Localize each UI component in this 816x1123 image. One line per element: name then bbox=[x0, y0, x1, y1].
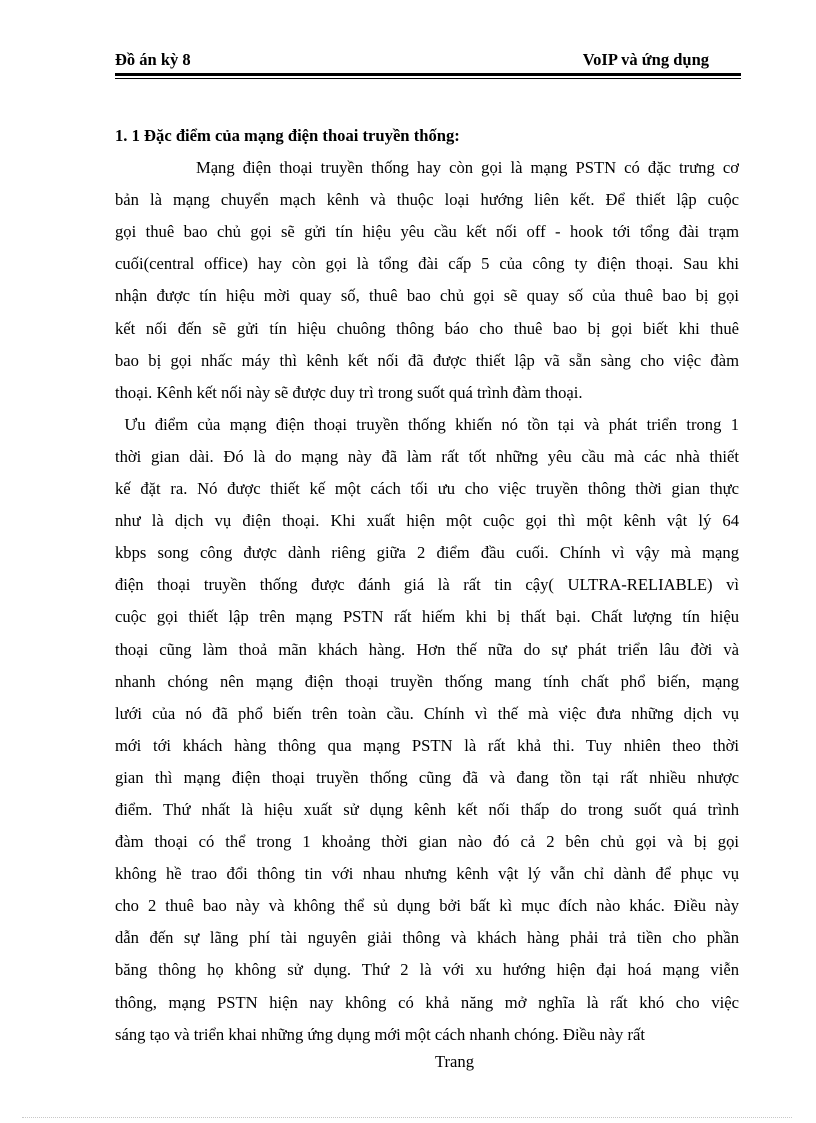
page-header bbox=[115, 48, 741, 74]
text-line: Mạng điện thoại truyền thống hay còn gọi là mạng PSTN có đặc trưng cơ bbox=[115, 158, 739, 178]
text-line: dẫn đến sự lãng phí tài nguyên giải thông và khách hàng phải trả tiền cho phần bbox=[115, 928, 739, 948]
text-line: lưới của nó đã phổ biến trên toàn cầu. Chính vì thế mà việc đưa những dịch vụ bbox=[115, 703, 739, 723]
text-line: thoại. Kênh kết nối này sẽ được duy trì trong suốt quá trình đàm thoại. bbox=[115, 382, 583, 402]
header-rule-thin bbox=[115, 78, 741, 79]
text-line: thoại cũng làm thoả mãn khách hàng. Hơn thế nữa do sự phát triển lâu đời và bbox=[115, 639, 739, 659]
text-line: cuối(central office) hay còn gọi là tổng đài cấp 5 của công ty điện thoại. Sau khi bbox=[115, 254, 739, 274]
page-bottom-dotted-border bbox=[22, 1117, 792, 1118]
text-line: bao bị gọi nhấc máy thì kênh kết nối đã được thiết lập vã sẵn sàng cho việc đàm bbox=[115, 350, 739, 370]
text-line: kết nối đến sẽ gửi tín hiệu chuông thông báo cho thuê bao bị gọi biết khi thuê bbox=[115, 318, 739, 338]
text-line: thông, mạng PSTN hiện nay không có khả năng mở nghĩa là rất khó cho việc bbox=[115, 992, 739, 1012]
page-footer: Trang bbox=[434, 1052, 475, 1071]
text-line: cho 2 thuê bao này và không thể sủ dụng bởi bất kì mục đích nào khác. Điều này bbox=[115, 896, 739, 916]
text-line: không hề trao đổi thông tin với nhau nhưng kênh vật lý vẫn chỉ dành để phục vụ bbox=[115, 864, 739, 884]
text-line: gian thì mạng điện thoại truyền thống cũng đã và đang tồn tại rất nhiều nhược bbox=[115, 767, 739, 787]
text-line: sáng tạo và triển khai những ứng dụng mới một cách nhanh chóng. Điều này rất bbox=[115, 1024, 645, 1044]
header-right-text: VoIP và ứng dụng bbox=[582, 50, 709, 69]
document-body bbox=[115, 120, 739, 1051]
header-rule-thick bbox=[115, 73, 741, 76]
text-line: kế đặt ra. Nó được thiết kế một cách tối ưu cho việc truyền thông thời gian thực bbox=[115, 479, 739, 499]
section-heading: 1. 1 Đặc điểm của mạng điện thoai truyền thống: bbox=[115, 126, 460, 145]
text-line: băng thông họ không sử dụng. Thứ 2 là với xu hướng hiện đại hoá mạng viễn bbox=[115, 960, 739, 980]
text-line: bản là mạng chuyển mạch kênh và thuộc loại hướng liên kết. Để thiết lập cuộc bbox=[115, 190, 739, 210]
text-line: điện thoại truyền thống được đánh giá là rất tin cậy( ULTRA-RELIABLE) vì bbox=[115, 575, 739, 595]
paragraph-2 bbox=[115, 409, 739, 1051]
paragraph-1 bbox=[115, 152, 739, 409]
header-left-text: Đồ án kỳ 8 bbox=[115, 50, 191, 69]
text-line: nhận được tín hiệu mời quay số, thuê bao chủ gọi sẽ quay số của thuê bao bị gọi bbox=[115, 286, 739, 306]
text-line: mới tới khách hàng thông qua mạng PSTN là rất khả thi. Tuy nhiên theo thời bbox=[115, 735, 739, 755]
text-line: điểm. Thứ nhất là hiệu xuất sử dụng kênh kết nối thấp do trong suốt quá trình bbox=[115, 799, 739, 819]
text-line: thời gian dài. Đó là do mạng này đã làm rất tốt những yêu cầu mà các nhà thiết bbox=[115, 446, 739, 466]
text-line: kbps song công được dành riêng giữa 2 điểm đầu cuối. Chính vì vậy mà mạng bbox=[115, 543, 739, 563]
text-line: đàm thoại có thể trong 1 khoảng thời gian nào đó cả 2 bên chủ gọi và bị gọi bbox=[115, 832, 739, 852]
text-line: cuộc gọi thiết lập trên mạng PSTN rất hiếm khi bị thất bại. Chất lượng tín hiệu bbox=[115, 607, 739, 627]
text-line: như là dịch vụ điện thoại. Khi xuất hiện một cuộc gọi thì một kênh vật lý 64 bbox=[115, 511, 739, 531]
text-line: nhanh chóng nên mạng điện thoại truyền thống mang tính chất phổ biến, mạng bbox=[115, 671, 739, 691]
text-line: gọi thuê bao chủ gọi sẽ gửi tín hiệu yêu cầu kết nối off - hook tới tổng đài trạm bbox=[115, 222, 739, 242]
text-line: Ưu điểm của mạng điện thoại truyền thống khiến nó tồn tại và phát triển trong 1 bbox=[115, 414, 739, 434]
